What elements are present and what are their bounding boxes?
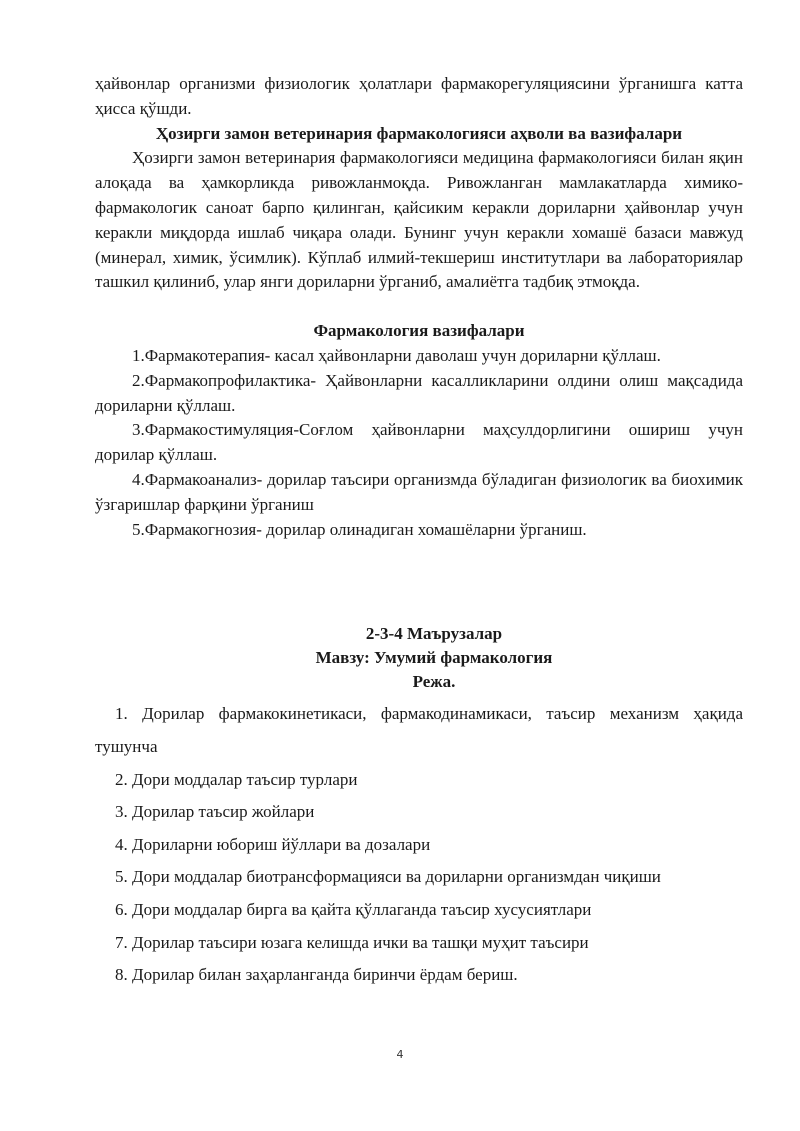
page-number: 4 [396, 1048, 404, 1061]
plan-item: 2. Дори моддалар таъсир турлари [115, 769, 358, 789]
plan-item: 8. Дорилар билан заҳарланганда биринчи ёрдам бериш. [115, 965, 518, 985]
task-item: 4.Фармакоанализ- дорилар таъсири организмда бўладиган физиологик ва биохимик ўзгаришлар фарқини ўрганиш [95, 469, 743, 514]
plan-item: 5. Дори моддалар биотрансформацияси ва дориларни организмдан чиқиши [115, 867, 661, 887]
task-item: 1.Фармакотерапия- касал ҳайвонларни даволаш учун дориларни қўллаш. [132, 345, 661, 365]
plan-list [95, 698, 743, 991]
spacer [95, 295, 743, 319]
tasks-list [95, 344, 743, 542]
plan-item: 6. Дори моддалар бирга ва қайта қўллаганда таъсир хусусиятлари [115, 899, 592, 919]
lecture-number: 2-3-4 Маърузалар [365, 624, 503, 644]
intro-paragraph: ҳайвонлар организми физиологик ҳолатлари фармакорегуляциясини ўрганишга катта ҳисса қўшди. [95, 74, 743, 118]
plan-item: 7. Дорилар таъсири юзага келишда ички ва ташқи муҳит таъсири [115, 932, 589, 952]
plan-item: 4. Дориларни юбориш йўллари ва дозалари [115, 834, 431, 854]
task-item: 3.Фармакостимуляция-Соғлом ҳайвонларни маҳсулдорлигини ошириш учун дорилар қўллаш. [95, 420, 743, 465]
section-heading-tasks: Фармакология вазифалари [313, 321, 525, 341]
document-page [95, 72, 743, 992]
section-heading-current-state: Ҳозирги замон ветеринария фармакологияси аҳволи ва вазифалари [155, 123, 683, 143]
spacer [95, 542, 743, 622]
lecture-header [95, 622, 743, 694]
task-item: 2.Фармакопрофилактика- Ҳайвонларни касалликларини олдини олиш мақсадида дориларни қўллаш. [95, 370, 743, 415]
plan-title: Режа. [412, 672, 456, 692]
plan-item: 3. Дорилар таъсир жойлари [115, 802, 315, 822]
section-paragraph-current-state: Ҳозирги замон ветеринария фармакологияси медицина фармакологияси билан яқин алоқада ва ҳамкорликда ривожланмоқда. Ривожланган мамлакатларда химико-фармакологик саноат барпо қилинган, қайсиким керакли дориларни ҳайвонлар учун керакли миқдорда ишлаб чиқара олади. Бунинг учун керакли хомашё базаси мавжуд (минерал, химик, ўсимлик). Кўплаб илмий-текшериш институтлари ва лабораториялар ташкил қилиниб, улар янги дориларни ўрганиб, амалиётга тадбиқ этмоқда. [95, 148, 743, 292]
task-item: 5.Фармакогнозия- дорилар олинадиган хомашёларни ўрганиш. [132, 519, 587, 539]
plan-item: 1. Дорилар фармакокинетикаси, фармакодинамикаси, таъсир механизм ҳақида тушунча [95, 704, 743, 756]
lecture-topic: Мавзу: Умумий фармакология [315, 648, 553, 668]
